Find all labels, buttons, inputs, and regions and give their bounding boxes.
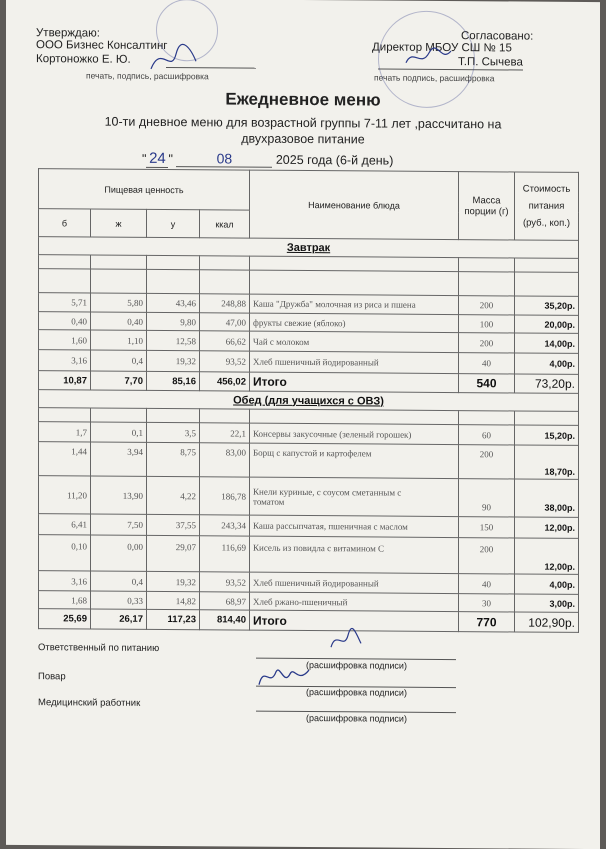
total-mass: 770 — [459, 612, 515, 632]
cell-zh: 0,4 — [91, 571, 147, 591]
cell-b: 3,16 — [39, 350, 91, 371]
cell-mass: 30 — [459, 594, 515, 612]
cell-dish-line1: Кнели куриные, с соусом сметанным с — [253, 486, 402, 498]
header-u: у — [147, 209, 200, 237]
header-nutrition: Пищевая ценность — [39, 169, 250, 210]
cell-mass: 90 — [459, 479, 515, 517]
cell-b: 0,10 — [39, 535, 91, 571]
cell-mass: 60 — [459, 425, 515, 445]
cell-cost: 18,70р. — [515, 445, 579, 479]
cell-cost: 14,00р. — [515, 333, 579, 353]
header-mass: Масса порции (г) — [459, 172, 515, 240]
total-cost: 102,90р. — [515, 612, 579, 632]
cell-dish: Каша "Дружба" молочная из риса и пшена — [250, 294, 459, 314]
subtitle-line1: 10-ти дневное меню для возрастной группы 7-11 лет ,рассчитано на — [104, 114, 502, 132]
approver-name: Кортоножко Е. Ю. — [36, 53, 131, 66]
cell-kcal: 116,69 — [200, 536, 250, 572]
cell-cost: 3,00р. — [515, 594, 579, 612]
table-row — [39, 535, 579, 575]
cell-b: 0,40 — [39, 312, 91, 330]
cell-kcal: 66,62 — [200, 331, 250, 351]
signature-responsible-icon — [326, 625, 366, 655]
director-caption: печать подпись, расшифровка — [374, 72, 495, 84]
cell-zh: 5,80 — [91, 293, 147, 312]
director-name: Т.П. Сычева — [458, 56, 523, 69]
page-title: Ежедневное меню — [225, 89, 381, 110]
cell-u: 19,32 — [147, 571, 200, 591]
cell-cost: 12,00р. — [515, 538, 579, 574]
cell-zh: 1,10 — [91, 330, 147, 350]
cell-kcal: 68,97 — [200, 592, 250, 610]
cell-dish-line2: томатом — [253, 496, 285, 507]
header-b: б — [39, 209, 91, 237]
cell-b: 5,71 — [39, 293, 91, 312]
cell-cost: 4,00р. — [515, 353, 579, 374]
medic-label: Медицинский работник — [38, 697, 141, 709]
total-u: 117,23 — [147, 609, 200, 629]
responsible-caption: (расшифровка подписи) — [306, 660, 407, 671]
date-quote-close: " — [168, 152, 173, 167]
cell-dish — [250, 477, 459, 516]
cell-cost: 20,00р. — [515, 315, 579, 333]
header-zh: ж — [91, 209, 147, 237]
section-breakfast-title: Завтрак — [286, 241, 331, 254]
cell-u: 29,07 — [147, 535, 200, 571]
cell-cost: 38,00р. — [515, 479, 579, 517]
total-label: Итого — [250, 372, 459, 392]
cell-u: 4,22 — [147, 476, 200, 514]
total-cost: 73,20р. — [515, 374, 579, 393]
cell-mass: 200 — [459, 296, 515, 315]
cook-caption: (расшифровка подписи) — [306, 687, 407, 698]
total-b: 25,69 — [39, 609, 91, 629]
signature-left-icon — [146, 39, 206, 79]
cell-zh: 0,4 — [91, 350, 147, 371]
table-row — [39, 442, 579, 480]
cell-u: 19,32 — [147, 350, 200, 371]
cell-dish: Хлеб ржано-пшеничный — [250, 592, 459, 611]
header-kcal: ккал — [200, 210, 250, 238]
total-mass: 540 — [459, 374, 515, 393]
medic-caption: (расшифровка подписи) — [306, 713, 407, 724]
total-row — [39, 609, 579, 633]
cell-b: 11,20 — [39, 476, 91, 514]
total-u: 85,16 — [147, 371, 200, 390]
total-zh: 7,70 — [91, 371, 147, 390]
cell-u: 37,55 — [147, 514, 200, 535]
approve-label: Утверждаю: — [36, 27, 100, 40]
cell-dish: Чай с молоком — [250, 331, 459, 352]
cell-kcal: 93,52 — [200, 572, 250, 592]
cell-kcal: 186,78 — [200, 477, 250, 515]
cell-zh: 7,50 — [91, 514, 147, 535]
cell-b: 1,60 — [39, 330, 91, 350]
signature-right-icon — [401, 43, 456, 73]
director-position: Директор МБОУ СШ № 15 — [372, 41, 512, 55]
date-year: 2025 года (6-й день) — [275, 152, 394, 168]
cell-cost: 35,20р. — [515, 296, 579, 315]
signature-cook-icon — [254, 660, 314, 692]
cook-label: Повар — [38, 671, 66, 683]
table-row — [39, 476, 579, 518]
cell-kcal: 248,88 — [200, 294, 250, 313]
cell-u: 14,82 — [147, 591, 200, 609]
approver-org: ООО Бизнес Консалтинг — [36, 39, 168, 53]
cell-dish: Борщ с капустой и картофелем — [250, 443, 459, 478]
total-label: Итого — [250, 610, 459, 631]
subtitle-line2: двухразовое питание — [241, 131, 365, 147]
cell-cost: 15,20р. — [515, 425, 579, 445]
cell-kcal: 83,00 — [200, 443, 250, 477]
cell-dish: фрукты свежие (яблоко) — [250, 313, 459, 332]
cell-kcal: 243,34 — [200, 515, 250, 536]
cell-zh: 13,90 — [91, 476, 147, 514]
cell-cost: 4,00р. — [515, 574, 579, 594]
header-dish: Наименование блюда — [250, 170, 459, 239]
cell-b: 1,7 — [39, 422, 91, 442]
header-cost: Стоимость питания (руб., коп.) — [515, 172, 579, 240]
cell-b: 1,68 — [39, 591, 91, 609]
cell-zh: 0,40 — [91, 312, 147, 330]
cell-dish: Хлеб пшеничный йодированный — [250, 351, 459, 373]
cell-u: 3,5 — [147, 422, 200, 442]
cell-mass: 200 — [459, 333, 515, 353]
cell-dish: Кисель из повидла с витамином С — [250, 536, 459, 573]
menu-table — [38, 168, 579, 633]
cell-mass: 150 — [459, 517, 515, 538]
date-month: 08 — [176, 150, 272, 168]
cell-u: 8,75 — [147, 442, 200, 476]
section-lunch-title: Обед (для учащихся с ОВЗ) — [233, 394, 384, 408]
approver-caption: печать, подпись, расшифровка — [86, 70, 209, 82]
cell-mass: 200 — [459, 538, 515, 574]
cell-zh: 3,94 — [91, 442, 147, 476]
total-zh: 26,17 — [91, 609, 147, 629]
total-kcal: 456,02 — [200, 372, 250, 391]
cell-cost: 12,00р. — [515, 517, 579, 538]
cell-mass: 40 — [459, 574, 515, 594]
cell-zh: 0,00 — [91, 535, 147, 571]
cell-b: 6,41 — [39, 514, 91, 535]
cell-mass: 200 — [459, 445, 515, 479]
cell-b: 1,44 — [39, 442, 91, 476]
cell-kcal: 47,00 — [200, 313, 250, 331]
cell-mass: 100 — [459, 315, 515, 333]
agreed-label: Согласовано: — [461, 30, 534, 43]
total-b: 10,87 — [39, 371, 91, 390]
total-kcal: 814,40 — [200, 610, 250, 630]
cell-u: 12,58 — [147, 330, 200, 350]
date-line — [142, 150, 393, 170]
date-quote-open: " — [142, 151, 147, 166]
document-page — [6, 0, 600, 849]
cell-dish: Хлеб пшеничный йодированный — [250, 572, 459, 593]
cell-u: 9,80 — [147, 312, 200, 330]
responsible-label: Ответственный по питанию — [38, 642, 160, 654]
cell-kcal: 22,1 — [200, 423, 250, 443]
cell-u: 43,46 — [147, 293, 200, 312]
date-day: 24 — [146, 150, 168, 168]
cell-b: 3,16 — [39, 571, 91, 591]
cell-mass: 40 — [459, 353, 515, 374]
cell-zh: 0,33 — [91, 591, 147, 609]
cell-kcal: 93,52 — [200, 351, 250, 372]
cell-dish: Консервы закусочные (зеленый горошек) — [250, 423, 459, 444]
cell-zh: 0,1 — [91, 422, 147, 442]
cell-dish: Каша рассыпчатая, пшеничная с маслом — [250, 515, 459, 537]
